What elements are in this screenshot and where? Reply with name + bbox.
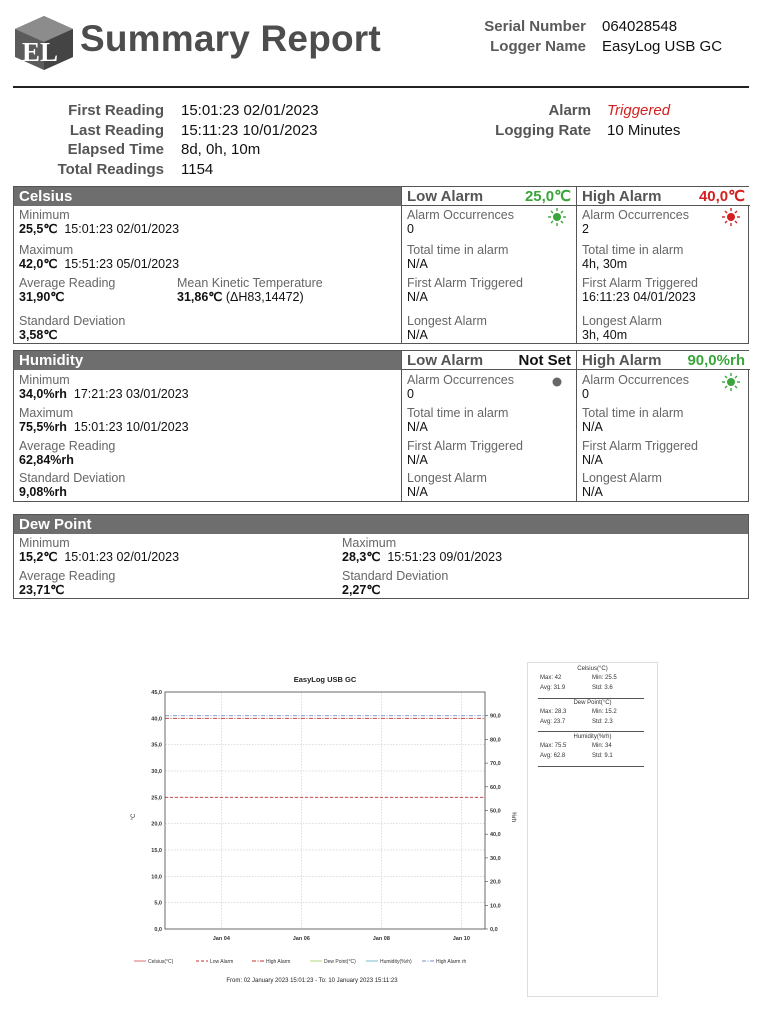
y-tick-label: 0,0	[154, 927, 162, 933]
celsius-high-alarm-value: 40,0℃	[698, 188, 745, 205]
serial-number-label: Serial Number	[484, 18, 586, 35]
humidity-average	[19, 439, 115, 467]
celsius-std-label: Standard Deviation	[19, 314, 126, 328]
celsius-min-time: 15:01:23 02/01/2023	[64, 222, 180, 236]
humidity-max-value: 75,5%rh	[19, 420, 67, 434]
logger-name-label: Logger Name	[490, 38, 586, 55]
humidity-low-alarm-box	[401, 351, 576, 370]
dewpoint-min-value: 15,2℃	[19, 550, 58, 564]
first-alarm-value: N/A	[407, 290, 428, 304]
celsius-minimum	[19, 208, 179, 236]
header-labels	[484, 17, 586, 57]
occurrences-label: Alarm Occurrences	[582, 373, 689, 387]
stats-divider	[538, 731, 644, 732]
occurrences-label: Alarm Occurrences	[407, 208, 514, 222]
legend-label: Humidity(%rh)	[380, 959, 412, 965]
legend-label: Low Alarm	[210, 959, 234, 965]
celsius-high-longest	[582, 314, 662, 342]
humidity-header	[14, 351, 748, 370]
y2-tick-label: 90,0	[490, 713, 501, 720]
celsius-low-total	[407, 243, 508, 271]
celsius-low-longest	[407, 314, 487, 342]
x-tick-label: Jan 04	[212, 936, 230, 942]
stats-celsius-std: Std: 3.6	[592, 685, 613, 691]
celsius-stats	[14, 206, 401, 343]
humidity-max-time: 15:01:23 10/01/2023	[73, 420, 189, 434]
stats-dew-title: Dew Point(°C)	[573, 700, 612, 706]
total-time-value: 4h, 30m	[582, 257, 628, 271]
dewpoint-max-time: 15:51:23 09/01/2023	[387, 550, 503, 564]
humidity-maximum	[19, 406, 189, 434]
last-reading-value: 15:11:23 10/01/2023	[181, 121, 318, 139]
celsius-max-value: 42,0℃	[19, 257, 58, 271]
celsius-high-alarm-details	[576, 206, 750, 343]
stats-dew-min: Min: 15.2	[592, 709, 617, 715]
y-tick-label: 20,0	[151, 821, 162, 828]
total-readings-value: 1154	[181, 161, 214, 179]
y-tick-label: 5,0	[154, 900, 162, 907]
celsius-max-label: Maximum	[19, 243, 74, 257]
total-time-value: N/A	[582, 420, 603, 434]
celsius-min-value: 25,5℃	[19, 222, 58, 236]
longest-alarm-value: N/A	[582, 485, 603, 499]
humidity-min-label: Minimum	[19, 373, 70, 387]
celsius-title: Celsius	[14, 187, 402, 206]
legend-label: Dew Point(°C)	[324, 959, 356, 965]
humidity-high-alarm-details	[576, 370, 750, 501]
stats-celsius-max: Max: 42	[540, 675, 562, 681]
stats-hum-std: Std: 9.1	[592, 753, 613, 759]
dewpoint-avg-label: Average Reading	[19, 569, 116, 583]
y-tick-label: 10,0	[151, 874, 162, 881]
humidity-std	[19, 471, 125, 499]
occurrences-value: 0	[582, 387, 589, 401]
dewpoint-max-label: Maximum	[342, 536, 397, 550]
logger-chart	[120, 662, 520, 992]
y2-tick-label: 40,0	[490, 832, 501, 839]
celsius-avg-value: 31,90℃	[19, 290, 65, 304]
alarm-label: Alarm	[548, 102, 591, 119]
humidity-min-time: 17:21:23 03/01/2023	[73, 387, 189, 401]
y2-tick-label: 30,0	[490, 855, 501, 862]
humidity-avg-value: 62,84%rh	[19, 453, 74, 467]
humidity-low-total	[407, 406, 508, 434]
celsius-high-first	[582, 276, 698, 304]
humidity-low-alarm-value: Not Set	[518, 352, 571, 369]
alarm-ok-indicator-icon	[722, 373, 740, 391]
humidity-low-occurrences	[407, 373, 514, 401]
total-time-label: Total time in alarm	[407, 406, 509, 420]
first-alarm-label: First Alarm Triggered	[582, 276, 699, 290]
legend-label: High Alarm rh	[436, 959, 467, 965]
first-alarm-value: N/A	[582, 453, 603, 467]
summary-labels	[58, 101, 164, 180]
y2-tick-label: 50,0	[490, 808, 501, 815]
total-time-label: Total time in alarm	[407, 243, 509, 257]
longest-alarm-label: Longest Alarm	[582, 471, 662, 485]
header-divider	[13, 86, 749, 88]
first-reading-value: 15:01:23 02/01/2023	[181, 102, 319, 119]
logger-name-value: EasyLog USB GC	[602, 38, 723, 55]
dewpoint-title: Dew Point	[14, 515, 748, 534]
dewpoint-min-time: 15:01:23 02/01/2023	[64, 550, 180, 564]
dewpoint-std-label: Standard Deviation	[342, 569, 449, 583]
longest-alarm-label: Longest Alarm	[407, 314, 487, 328]
stats-dew-std: Std: 2.3	[592, 719, 613, 725]
chart-title: EasyLog USB GC	[293, 675, 357, 684]
occurrences-value: 2	[582, 222, 589, 236]
celsius-average	[19, 276, 115, 304]
longest-alarm-label: Longest Alarm	[582, 314, 662, 328]
page-title: Summary Report	[80, 18, 381, 59]
humidity-section	[13, 350, 749, 502]
stats-celsius-min: Min: 25.5	[592, 675, 617, 681]
y-tick-label: 45,0	[151, 690, 162, 696]
easylog-logo	[14, 15, 74, 71]
humidity-low-alarm-details	[401, 370, 576, 501]
celsius-low-alarm-value: 25,0℃	[524, 188, 571, 205]
x-tick-label: Jan 10	[452, 936, 470, 942]
celsius-avg-label: Average Reading	[19, 276, 116, 290]
first-alarm-value: N/A	[407, 453, 428, 467]
stats-celsius-title: Celsius(°C)	[577, 666, 608, 672]
logo-text: EL	[22, 37, 59, 67]
humidity-min-value: 34,0%rh	[19, 387, 67, 401]
occurrences-label: Alarm Occurrences	[407, 373, 514, 387]
celsius-mkt-extra: (ΔH83,14472)	[225, 290, 304, 304]
humidity-title: Humidity	[14, 351, 402, 370]
longest-alarm-value: N/A	[407, 485, 428, 499]
alarm-triggered-indicator-icon	[722, 208, 740, 226]
celsius-mkt-label: Mean Kinetic Temperature	[177, 276, 323, 290]
legend-label: High Alarm	[266, 959, 291, 965]
celsius-high-occurrences	[582, 208, 689, 236]
alarm-labels	[495, 101, 591, 140]
dewpoint-max-value: 28,3℃	[342, 550, 381, 564]
dewpoint-minimum	[19, 536, 179, 564]
dewpoint-std-value: 2,27℃	[342, 583, 381, 597]
y-tick-label: 30,0	[151, 769, 162, 775]
stats-divider	[538, 766, 644, 767]
dewpoint-header	[14, 515, 748, 534]
longest-alarm-label: Longest Alarm	[407, 471, 487, 485]
first-alarm-label: First Alarm Triggered	[582, 439, 699, 453]
dewpoint-min-label: Minimum	[19, 536, 70, 550]
logging-rate-label: Logging Rate	[495, 121, 591, 139]
stats-panel	[527, 662, 658, 997]
stats-dew-avg: Avg: 23.7	[540, 719, 566, 725]
y2-tick-label: 80,0	[490, 737, 501, 744]
humidity-high-alarm-box	[576, 351, 750, 370]
first-reading-label: First Reading	[68, 102, 164, 119]
celsius-min-label: Minimum	[19, 208, 70, 222]
total-time-label: Total time in alarm	[582, 243, 684, 257]
stats-hum-title: Humidity(%rh)	[573, 734, 612, 740]
y-tick-label: 40,0	[151, 716, 162, 723]
total-time-value: N/A	[407, 257, 428, 271]
alarm-status-value: Triggered	[607, 102, 671, 119]
humidity-high-alarm-label: High Alarm	[582, 352, 662, 369]
celsius-std-value: 3,58℃	[19, 328, 58, 342]
stats-dew-max: Max: 28.3	[540, 709, 567, 715]
serial-number-value: 064028548	[602, 18, 678, 35]
first-alarm-label: First Alarm Triggered	[407, 439, 524, 453]
celsius-maximum	[19, 243, 179, 271]
humidity-low-longest	[407, 471, 487, 499]
longest-alarm-value: 3h, 40m	[582, 328, 628, 342]
y-tick-label: 25,0	[151, 795, 162, 802]
celsius-std	[19, 314, 125, 342]
y2-axis-label: %rh	[510, 811, 516, 823]
total-time-label: Total time in alarm	[582, 406, 684, 420]
x-tick-label: Jan 06	[292, 936, 310, 942]
y2-tick-label: 0,0	[490, 927, 498, 933]
elapsed-time-value: 8d, 0h, 10m	[181, 141, 261, 159]
first-alarm-value: 16:11:23 04/01/2023	[582, 290, 696, 304]
celsius-high-total	[582, 243, 683, 271]
y2-tick-label: 70,0	[490, 761, 501, 768]
humidity-high-first	[582, 439, 698, 467]
y-tick-label: 15,0	[151, 848, 162, 854]
celsius-section	[13, 186, 749, 344]
y2-tick-label: 20,0	[490, 879, 501, 886]
celsius-high-alarm-label: High Alarm	[582, 188, 662, 205]
y-tick-label: 35,0	[151, 742, 162, 749]
alarm-disabled-indicator-icon	[548, 373, 566, 391]
humidity-stats	[14, 370, 401, 501]
occurrences-value: 0	[407, 222, 414, 236]
y2-tick-label: 10,0	[490, 903, 501, 910]
humidity-low-alarm-label: Low Alarm	[407, 352, 484, 369]
dewpoint-maximum	[342, 536, 502, 564]
longest-alarm-value: N/A	[407, 328, 428, 342]
dewpoint-section	[13, 514, 749, 599]
humidity-std-label: Standard Deviation	[19, 471, 126, 485]
humidity-low-first	[407, 439, 523, 467]
celsius-low-occurrences	[407, 208, 514, 236]
stats-celsius-avg: Avg: 31.9	[540, 685, 566, 691]
alarm-ok-indicator-icon	[548, 208, 566, 226]
elapsed-time-label: Elapsed Time	[67, 141, 164, 159]
celsius-low-alarm-box	[401, 187, 576, 206]
stats-divider	[538, 698, 644, 699]
alarm-values	[607, 101, 680, 140]
dewpoint-average	[19, 569, 115, 597]
summary-values	[181, 101, 319, 180]
celsius-low-first	[407, 276, 523, 304]
celsius-low-alarm-label: Low Alarm	[407, 188, 484, 205]
dewpoint-std	[342, 569, 448, 597]
header-values	[602, 17, 722, 57]
celsius-header	[14, 187, 748, 206]
celsius-mkt-value: 31,86℃	[177, 290, 223, 304]
stats-hum-avg: Avg: 62.8	[540, 753, 566, 759]
total-time-value: N/A	[407, 420, 428, 434]
humidity-high-alarm-value: 90,0%rh	[687, 352, 745, 369]
stats-hum-min: Min: 34	[592, 743, 612, 749]
celsius-low-alarm-details	[401, 206, 576, 343]
occurrences-label: Alarm Occurrences	[582, 208, 689, 222]
y-axis-label: °C	[131, 813, 137, 821]
humidity-high-occurrences	[582, 373, 689, 401]
humidity-std-value: 9,08%rh	[19, 485, 67, 499]
chart-date-range: From: 02 January 2023 15:01:23 - To: 10 January 2023 15:11:23	[226, 978, 398, 984]
first-alarm-label: First Alarm Triggered	[407, 276, 524, 290]
celsius-high-alarm-box	[576, 187, 750, 206]
humidity-avg-label: Average Reading	[19, 439, 116, 453]
x-tick-label: Jan 08	[372, 936, 390, 942]
dewpoint-avg-value: 23,71℃	[19, 583, 65, 597]
occurrences-value: 0	[407, 387, 414, 401]
y2-tick-label: 60,0	[490, 784, 501, 791]
stats-hum-max: Max: 75.5	[540, 743, 567, 749]
humidity-max-label: Maximum	[19, 406, 74, 420]
celsius-max-time: 15:51:23 05/01/2023	[64, 257, 180, 271]
logging-rate-value: 10 Minutes	[607, 121, 681, 139]
last-reading-label: Last Reading	[69, 121, 164, 139]
celsius-mkt	[177, 276, 323, 304]
legend-label: Celsius(°C)	[148, 959, 174, 965]
humidity-high-longest	[582, 471, 662, 499]
total-readings-label: Total Readings	[57, 161, 164, 179]
humidity-minimum	[19, 373, 189, 401]
humidity-high-total	[582, 406, 683, 434]
